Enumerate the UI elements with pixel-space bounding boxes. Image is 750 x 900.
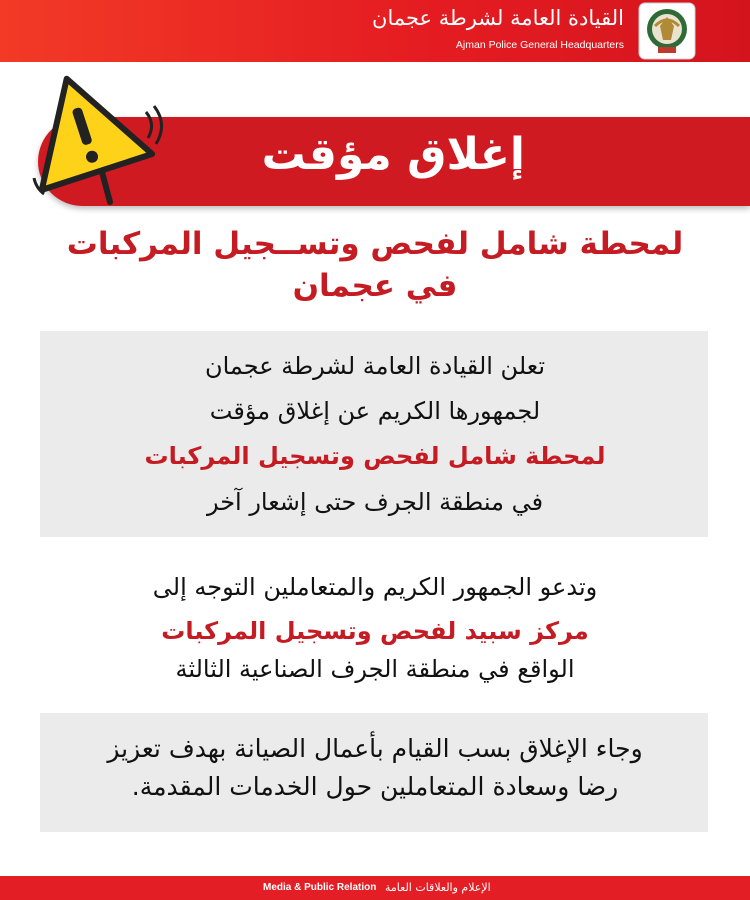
invitation-line-1: وتدعو الجمهور الكريم والمتعاملين التوجه إلى [152,573,598,601]
org-name-english: Ajman Police General Headquarters [455,39,624,51]
announcement-line-2: لجمهورها الكريم عن إغلاق مؤقت [209,397,541,425]
reason-line-2: رضا وسعادة المتعاملين حول الخدمات المقدمة. [131,772,619,801]
org-name-arabic: القيادة العامة لشرطة عجمان [372,6,624,30]
banner-title: إغلاق مؤقت [261,129,525,180]
warning-sign-icon [14,62,164,212]
footer-label-english: Media & Public Relation [263,882,377,893]
subtitle-line-1: لمحطة شامل لفحص وتســجيل المركبات [66,226,684,262]
reason-line-1: وجاء الإغلاق بسب القيام بأعمال الصيانة بهدف تعزيز [107,734,643,763]
announcement-line-4: في منطقة الجرف حتى إشعار آخر [206,488,544,516]
invitation-line-2: مركز سبيد لفحص وتسجيل المركبات [161,617,589,645]
announcement-line-3: لمحطة شامل لفحص وتسجيل المركبات [144,442,606,470]
subtitle-line-2: في عجمان [292,268,458,304]
footer-label-arabic: الإعلام والعلاقات العامة [385,881,491,894]
police-emblem-icon [638,2,696,60]
invitation-line-3: الواقع في منطقة الجرف الصناعية الثالثة [175,655,575,683]
announcement-line-1: تعلن القيادة العامة لشرطة عجمان [204,352,546,380]
